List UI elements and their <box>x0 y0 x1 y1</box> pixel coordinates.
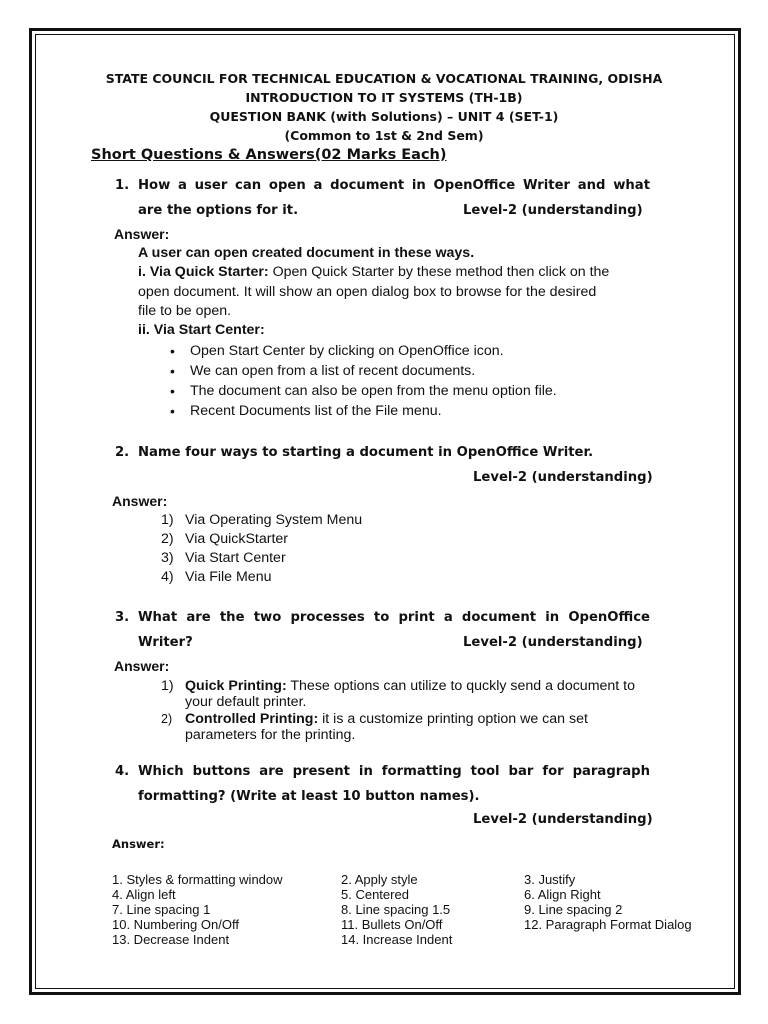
q1-question-line1: How a user can open a document in OpenOffice Writer and what <box>138 178 650 193</box>
q1-bullet-1: Open Start Center by clicking on OpenOffice icon. <box>190 343 504 359</box>
bullet-dot: • <box>170 383 175 399</box>
q1-level: Level-2 (understanding) <box>463 203 643 218</box>
q4-question-line2: formatting? (Write at least 10 button names). <box>138 789 480 804</box>
q4-answer-label: Answer: <box>112 837 165 851</box>
q3-item-1: Quick Printing: These options can utilize to quckly send a document to <box>185 678 636 694</box>
q4-number: 4. <box>115 764 130 779</box>
q4-cell: 4. Align left <box>112 887 176 902</box>
q4-cell: 3. Justify <box>524 872 576 887</box>
q1-bullet-2: We can open from a list of recent documents. <box>190 363 476 379</box>
q3-item-2-num: 2) <box>161 712 173 726</box>
q2-question: Name four ways to starting a document in OpenOffice Writer. <box>138 445 594 460</box>
q4-cell: 5. Centered <box>341 887 409 902</box>
bullet-dot: • <box>170 363 175 379</box>
section-title: Short Questions & Answers(02 Marks Each) <box>91 147 447 163</box>
q4-cell: 7. Line spacing 1 <box>112 902 211 917</box>
q4-level: Level-2 (understanding) <box>473 812 653 827</box>
q2-item-1-num: 1) <box>161 512 174 528</box>
q2-answer-label: Answer: <box>112 493 168 509</box>
q1-bullet-4: Recent Documents list of the File menu. <box>190 403 442 419</box>
q2-item-2: Via QuickStarter <box>185 531 289 547</box>
q2-item-2-num: 2) <box>161 531 174 547</box>
header-course: INTRODUCTION TO IT SYSTEMS (TH-1B) <box>245 90 523 105</box>
q2-item-3: Via Start Center <box>185 550 286 566</box>
q2-number: 2. <box>115 445 130 460</box>
bullet-dot: • <box>170 343 175 359</box>
q1-answer-label: Answer: <box>114 226 170 242</box>
q3-level: Level-2 (understanding) <box>463 635 643 650</box>
q4-cell: 10. Numbering On/Off <box>112 917 239 932</box>
q1-intro: A user can open created document in these ways. <box>138 245 475 261</box>
header-question-bank: QUESTION BANK (with Solutions) – UNIT 4 (SET-1) <box>209 109 559 124</box>
q1-question-line2: are the options for it. <box>138 203 299 218</box>
q3-question-line2: Writer? <box>138 635 193 650</box>
q4-cell: 6. Align Right <box>524 887 601 902</box>
header-semester: (Common to 1st & 2nd Sem) <box>284 128 484 143</box>
q2-item-3-num: 3) <box>161 550 174 566</box>
q3-answer-label: Answer: <box>114 658 170 674</box>
q4-cell: 8. Line spacing 1.5 <box>341 902 451 917</box>
q4-cell: 2. Apply style <box>341 872 418 887</box>
q4-cell: 14. Increase Indent <box>341 932 453 947</box>
q2-item-1: Via Operating System Menu <box>185 512 363 528</box>
q4-cell: 13. Decrease Indent <box>112 932 230 947</box>
q3-item-1-num: 1) <box>161 678 174 694</box>
q4-cell: 11. Bullets On/Off <box>341 917 443 932</box>
q2-item-4: Via File Menu <box>185 569 272 585</box>
header-council: STATE COUNCIL FOR TECHNICAL EDUCATION & VOCATIONAL TRAINING, ODISHA <box>105 71 663 86</box>
q4-cell: 12. Paragraph Format Dialog <box>524 917 692 932</box>
q3-item-1-line2: your default printer. <box>185 694 307 710</box>
q1-via1-line2: open document. It will show an open dialog box to browse for the desired <box>138 284 597 300</box>
q3-item-2: Controlled Printing: it is a customize printing option we can set <box>185 711 588 727</box>
q3-item-2-line2: parameters for the printing. <box>185 727 356 743</box>
q4-cell: 1. Styles & formatting window <box>112 872 283 887</box>
q1-bullet-3: The document can also be open from the menu option file. <box>190 383 557 399</box>
q1-number: 1. <box>115 178 130 193</box>
q1-via2-label: ii. Via Start Center: <box>138 322 265 338</box>
q4-cell: 9. Line spacing 2 <box>524 902 623 917</box>
q3-question-line1: What are the two processes to print a document in OpenOffice <box>138 610 650 625</box>
bullet-dot: • <box>170 403 175 419</box>
q2-level: Level-2 (understanding) <box>473 470 653 485</box>
q1-via1: i. Via Quick Starter: Open Quick Starter by these method then click on the <box>138 264 610 280</box>
q2-item-4-num: 4) <box>161 569 174 585</box>
q3-number: 3. <box>115 610 130 625</box>
q4-question-line1: Which buttons are present in formatting tool bar for paragraph <box>138 764 650 779</box>
q1-via1-line3: file to be open. <box>138 303 232 319</box>
